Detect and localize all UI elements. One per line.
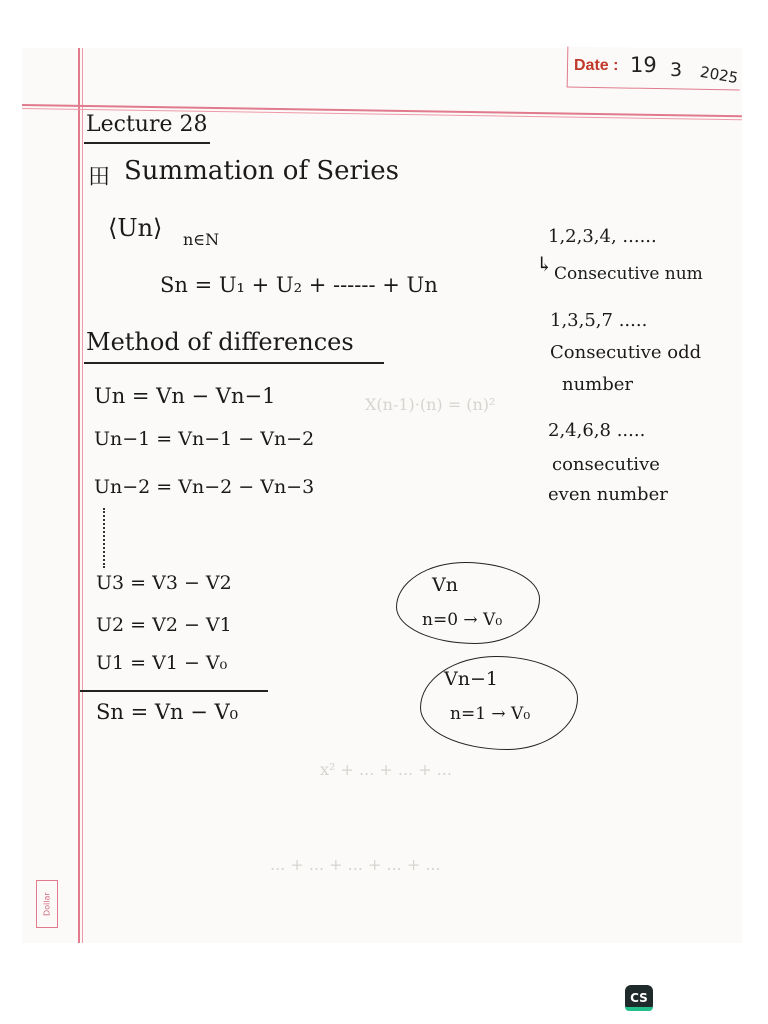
curve-arrow-icon: ↳ <box>536 252 553 276</box>
side-label: Consecutive num <box>554 264 703 284</box>
method-heading: Method of differences <box>86 328 354 356</box>
cloud-text: n=0 → V₀ <box>422 610 503 630</box>
bleed-through: x² + ... + ... + ... <box>320 760 452 779</box>
side-label: number <box>562 374 634 395</box>
continuation-dots <box>103 508 107 568</box>
step-row: U2 = V2 − V1 <box>96 614 232 636</box>
cloud-text: Vn−1 <box>444 668 498 690</box>
cloud-text: Vn <box>432 574 458 596</box>
notebook-brand-mark <box>36 880 58 928</box>
step-row: Un−2 = Vn−2 − Vn−3 <box>94 476 315 498</box>
side-label: even number <box>548 484 668 505</box>
date-label: Date : <box>574 57 619 74</box>
lecture-underline <box>84 142 210 144</box>
sum-rule <box>80 690 268 692</box>
step-row: U1 = V1 − V₀ <box>96 652 228 674</box>
margin-rule <box>82 48 83 943</box>
scanner-logo-icon <box>625 985 653 1011</box>
step-row: Un = Vn − Vn−1 <box>94 384 276 408</box>
lecture-title: Lecture 28 <box>86 112 208 137</box>
bleed-through: X(n-1)·(n) = (n)² <box>365 395 496 414</box>
sequence-subscript: n∈N <box>183 230 220 249</box>
date-year: 2025 <box>698 62 740 88</box>
side-label: Consecutive odd <box>550 342 702 363</box>
sum-definition: Sn = U₁ + U₂ + ------ + Un <box>160 273 438 297</box>
method-underline <box>84 362 384 364</box>
sequence-notation: ⟨Un⟩ <box>108 214 163 242</box>
step-row: Un−1 = Vn−1 − Vn−2 <box>94 428 315 450</box>
section-heading: Summation of Series <box>124 156 400 186</box>
cloud-text: n=1 → V₀ <box>450 704 531 724</box>
bullet-icon: 田 <box>88 165 111 190</box>
side-sequence: 1,2,3,4, ...... <box>548 226 657 247</box>
date-day: 19 <box>630 53 657 77</box>
result-equation: Sn = Vn − V₀ <box>96 700 239 724</box>
date-month: 3 <box>670 59 683 81</box>
side-sequence: 2,4,6,8 ..... <box>548 420 646 441</box>
brand-text: Dollar <box>42 892 52 916</box>
side-label: consecutive <box>552 454 660 475</box>
side-sequence: 1,3,5,7 ..... <box>550 310 648 331</box>
bleed-through: ... + ... + ... + ... + ... <box>270 855 441 874</box>
scanner-logo-text: CS <box>630 991 648 1005</box>
margin-rule <box>78 48 80 943</box>
step-row: U3 = V3 − V2 <box>96 572 232 594</box>
cloud-bubble <box>396 562 540 644</box>
